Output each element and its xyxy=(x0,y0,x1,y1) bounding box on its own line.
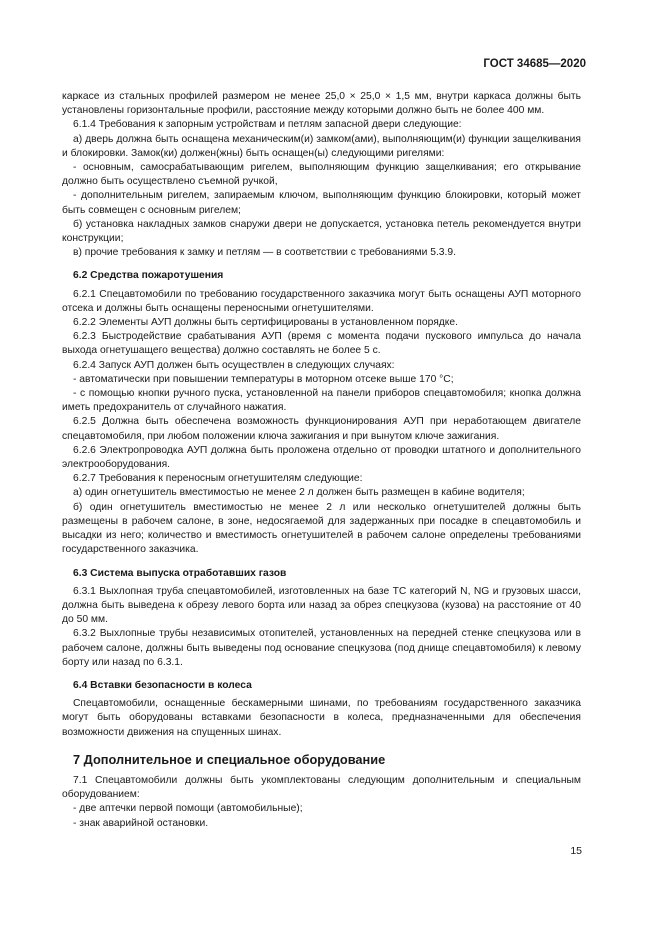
body-paragraph: 6.1.4 Требования к запорным устройствам и петлям запасной двери следующие: xyxy=(73,119,462,131)
body-paragraph: - знак аварийной остановки. xyxy=(73,817,209,829)
body-paragraph: а) дверь должна быть оснащена механическим(и) замком(ами), выполняющим(и) функции защелкивания и блокировки. Замок(ки) должен(жны) быть оснащен(ы) следующими ригелями: xyxy=(62,133,581,159)
body-paragraph: 6.2.6 Электропроводка АУП должна быть проложена отдельно от проводки штатного и дополнительного электрооборудования. xyxy=(62,444,581,471)
body-paragraph: 6.2.4 Запуск АУП должен быть осуществлен в следующих случаях: xyxy=(73,359,395,371)
chapter-heading: 7 Дополнительное и специальное оборудование xyxy=(73,751,386,767)
body-paragraph: 6.2.1 Спецавтомобили по требованию государственного заказчика могут быть оснащены АУП моторного отсека и должны быть оснащены переносными огнетушителями. xyxy=(62,288,581,314)
body-paragraph: - с помощью кнопки ручного пуска, установленной на панели приборов спецавтомобиля; кнопка должна иметь предохранитель от случайного нажатия. xyxy=(62,388,581,414)
section-heading: 6.3 Система выпуска отработавших газов xyxy=(73,567,287,579)
body-paragraph: а) один огнетушитель вместимостью не менее 2 л должен быть размещен в кабине водителя; xyxy=(73,487,525,499)
body-paragraph: каркасе из стальных профилей размером не менее 25,0 × 25,0 × 1,5 мм, внутри каркаса должны быть установлены горизонтальные профили, расстояние между которыми должно быть не более 400 мм. xyxy=(62,91,581,117)
section-heading: 6.4 Вставки безопасности в колеса xyxy=(73,679,252,691)
body-paragraph: 6.3.2 Выхлопные трубы независимых отопителей, установленных на передней стенке спецкузова или в рабочем салоне, должны быть выведены под основание спецкузова (под днище спецавтомобиля) к левому борту или назад по 6.3.1. xyxy=(62,628,581,668)
body-paragraph: в) прочие требования к замку и петлям — в соответствии с требованиями 5.3.9. xyxy=(73,247,456,259)
body-paragraph: 6.2.5 Должна быть обеспечена возможность функционирования АУП при неработающем двигателе спецавтомобиля, при любом положении ключа зажигания и при вынутом ключе зажигания. xyxy=(62,416,581,442)
body-paragraph: - автоматически при повышении температуры в моторном отсеке выше 170 °C; xyxy=(73,373,454,385)
body-paragraph: б) установка накладных замков снаружи двери не допускается, установка петель рекомендуется внутри конструкции; xyxy=(62,218,581,245)
document-header-code: ГОСТ 34685—2020 xyxy=(483,58,586,70)
body-paragraph: 6.2.3 Быстродействие срабатывания АУП (время с момента подачи пускового импульса до начала выхода огнетушащего вещества) должно составлять не более 5 с. xyxy=(62,331,581,357)
body-paragraph: Спецавтомобили, оснащенные бескамерными шинами, по требованиям государственного заказчика могут быть оборудованы вставками безопасности в колеса, предназначенными для обеспечения возможности движения на спущенных шинах. xyxy=(62,698,581,738)
page-number: 15 xyxy=(570,845,582,857)
body-paragraph: б) один огнетушитель вместимостью не менее 2 л или несколько огнетушителей должны быть размещены в рабочем салоне, в зоне, недосягаемой для задержанных при посадке в спецавтомобиль и высадки из него; количество и вместимость огнетушителей в рабочем салоне определены требованиями государственного заказчика. xyxy=(62,501,581,556)
body-paragraph: - дополнительным ригелем, запираемым ключом, выполняющим функцию блокировки, который может быть совмещен с основным ригелем; xyxy=(62,190,581,216)
document-body xyxy=(62,90,581,831)
section-heading: 6.2 Средства пожаротушения xyxy=(73,270,224,282)
body-paragraph: 6.2.7 Требования к переносным огнетушителям следующие: xyxy=(73,473,363,485)
body-paragraph: - основным, самосрабатывающим ригелем, выполняющим функцию защелкивания; его открывание должно быть осуществлено съемной ручкой, xyxy=(62,162,581,188)
body-paragraph: - две аптечки первой помощи (автомобильные); xyxy=(73,803,303,815)
body-paragraph: 7.1 Спецавтомобили должны быть укомплектованы следующим дополнительным и специальным оборудованием: xyxy=(62,774,581,801)
body-paragraph: 6.3.1 Выхлопная труба спецавтомобилей, изготовленных на базе ТС категорий N, NG и грузовых шасси, должна быть выведена к обрезу левого борта или назад за обрез спецкузова (кузова) на расстояние от 40 до 50 мм. xyxy=(62,585,581,626)
body-paragraph: 6.2.2 Элементы АУП должны быть сертифицированы в установленном порядке. xyxy=(73,317,459,329)
